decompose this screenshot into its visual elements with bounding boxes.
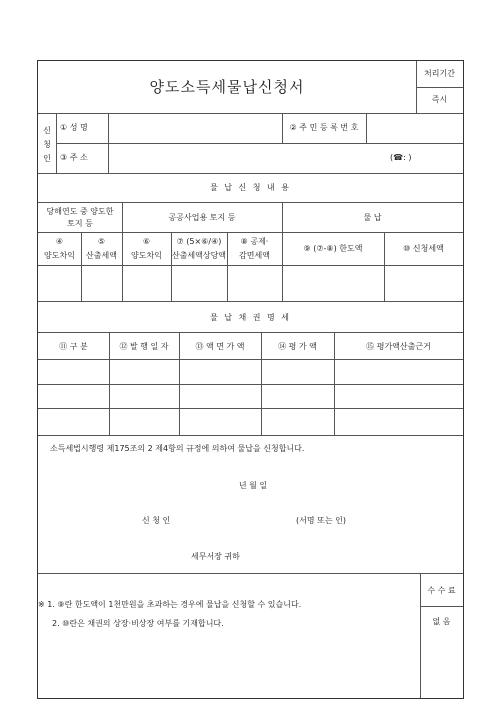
addressee: 세무서장 귀하	[191, 552, 240, 561]
declaration-text: 소득세법시행령 제175조의 2 제4항의 규정에 의하여 물납을 신청합니다.	[50, 444, 305, 453]
note-1: ※ 1. ⑨란 한도액이 1천만원을 초과하는 경우에 물납을 신청할 수 있습니다.	[38, 600, 302, 609]
fee-value: 없 음	[432, 617, 451, 626]
col-6-num: ⑥	[142, 237, 151, 246]
date-line: 년 월 일	[238, 481, 268, 490]
rule-notes-top	[38, 573, 463, 574]
col-7-label: 산출세액상당액	[171, 251, 227, 260]
bond-entry-row-2[interactable]	[39, 385, 462, 407]
rule-group-bottom	[38, 232, 463, 233]
applicant-group-label-2: 청	[43, 140, 51, 149]
rule-fee-mid	[420, 606, 463, 607]
bond-col-issue-date: ⑫ 발 행 일 자	[119, 342, 169, 351]
col-9-num: ⑨ (⑦-⑧) 한도액	[303, 244, 363, 253]
col-6-label: 양도차익	[131, 251, 162, 260]
fee-label: 수 수 료	[427, 586, 456, 595]
name-label: ① 성 명	[60, 123, 88, 132]
rule-period-mid	[416, 87, 463, 88]
resident-number-label: ② 주 민 등 록 번 호	[289, 123, 359, 132]
rule-details-bottom	[38, 301, 463, 302]
group-land-line1: 당해연도 중 양도한	[46, 207, 114, 216]
bonds-title: 물 납 채 권 명 세	[209, 313, 292, 322]
applicant-group-label-3: 인	[43, 154, 51, 163]
details-entry-row[interactable]	[39, 266, 462, 300]
rule-bonds-bottom	[38, 435, 463, 436]
tax-payment-in-kind-form	[37, 60, 464, 699]
applicant-sign-label: 신 청 인	[142, 516, 171, 525]
phone-label: (☎: )	[390, 153, 412, 162]
col-8-label: 감면세액	[239, 251, 270, 260]
group-payment: 물 납	[363, 213, 382, 222]
col-4-label: 양도차익	[44, 251, 75, 260]
address-field[interactable]	[109, 144, 389, 172]
signature-hint: (서명 또는 인)	[296, 516, 346, 525]
bond-entry-row-3[interactable]	[39, 409, 462, 434]
payment-details-title: 물 납 신 청 내 용	[209, 183, 292, 192]
bond-col-category: ⑪ 구 분	[59, 342, 88, 351]
rule-details-title-bottom	[38, 202, 463, 203]
col-5-num: ⑤	[97, 237, 106, 246]
note-2: 2. ⑩란은 채권의 상장·비상장 여부를 기재합니다.	[52, 619, 224, 628]
bond-col-basis: ⑮ 평가액산출근거	[366, 342, 431, 351]
col-10-num: ⑩ 신청세액	[403, 244, 444, 253]
col-8-num: ⑧ 공제·	[240, 237, 269, 246]
processing-period-label: 처리기간	[424, 69, 455, 78]
address-label: ③ 주 소	[60, 153, 88, 162]
group-land-line2: 토지 등	[67, 219, 93, 228]
rule-bonds-title-bottom	[38, 332, 463, 333]
col-4-num: ④	[55, 237, 64, 246]
col-5-label: 산출세액	[86, 251, 117, 260]
col-7-num: ⑦ (5×⑥/④)	[176, 237, 222, 246]
name-field[interactable]	[109, 114, 281, 142]
bond-col-face-value: ⑬ 액 면 가 액	[195, 342, 245, 351]
resident-number-field[interactable]	[367, 114, 463, 142]
rule-applicant-bottom	[38, 173, 463, 174]
form-title: 양도소득세물납신청서	[149, 78, 305, 96]
processing-period-value: 즉시	[431, 95, 448, 104]
applicant-group-label-1: 신	[43, 126, 51, 135]
group-public-land: 공공사업용 토지 등	[168, 213, 236, 222]
bond-col-appraised: ⑭ 평 가 액	[278, 342, 317, 351]
bond-entry-row-1[interactable]	[39, 360, 462, 383]
